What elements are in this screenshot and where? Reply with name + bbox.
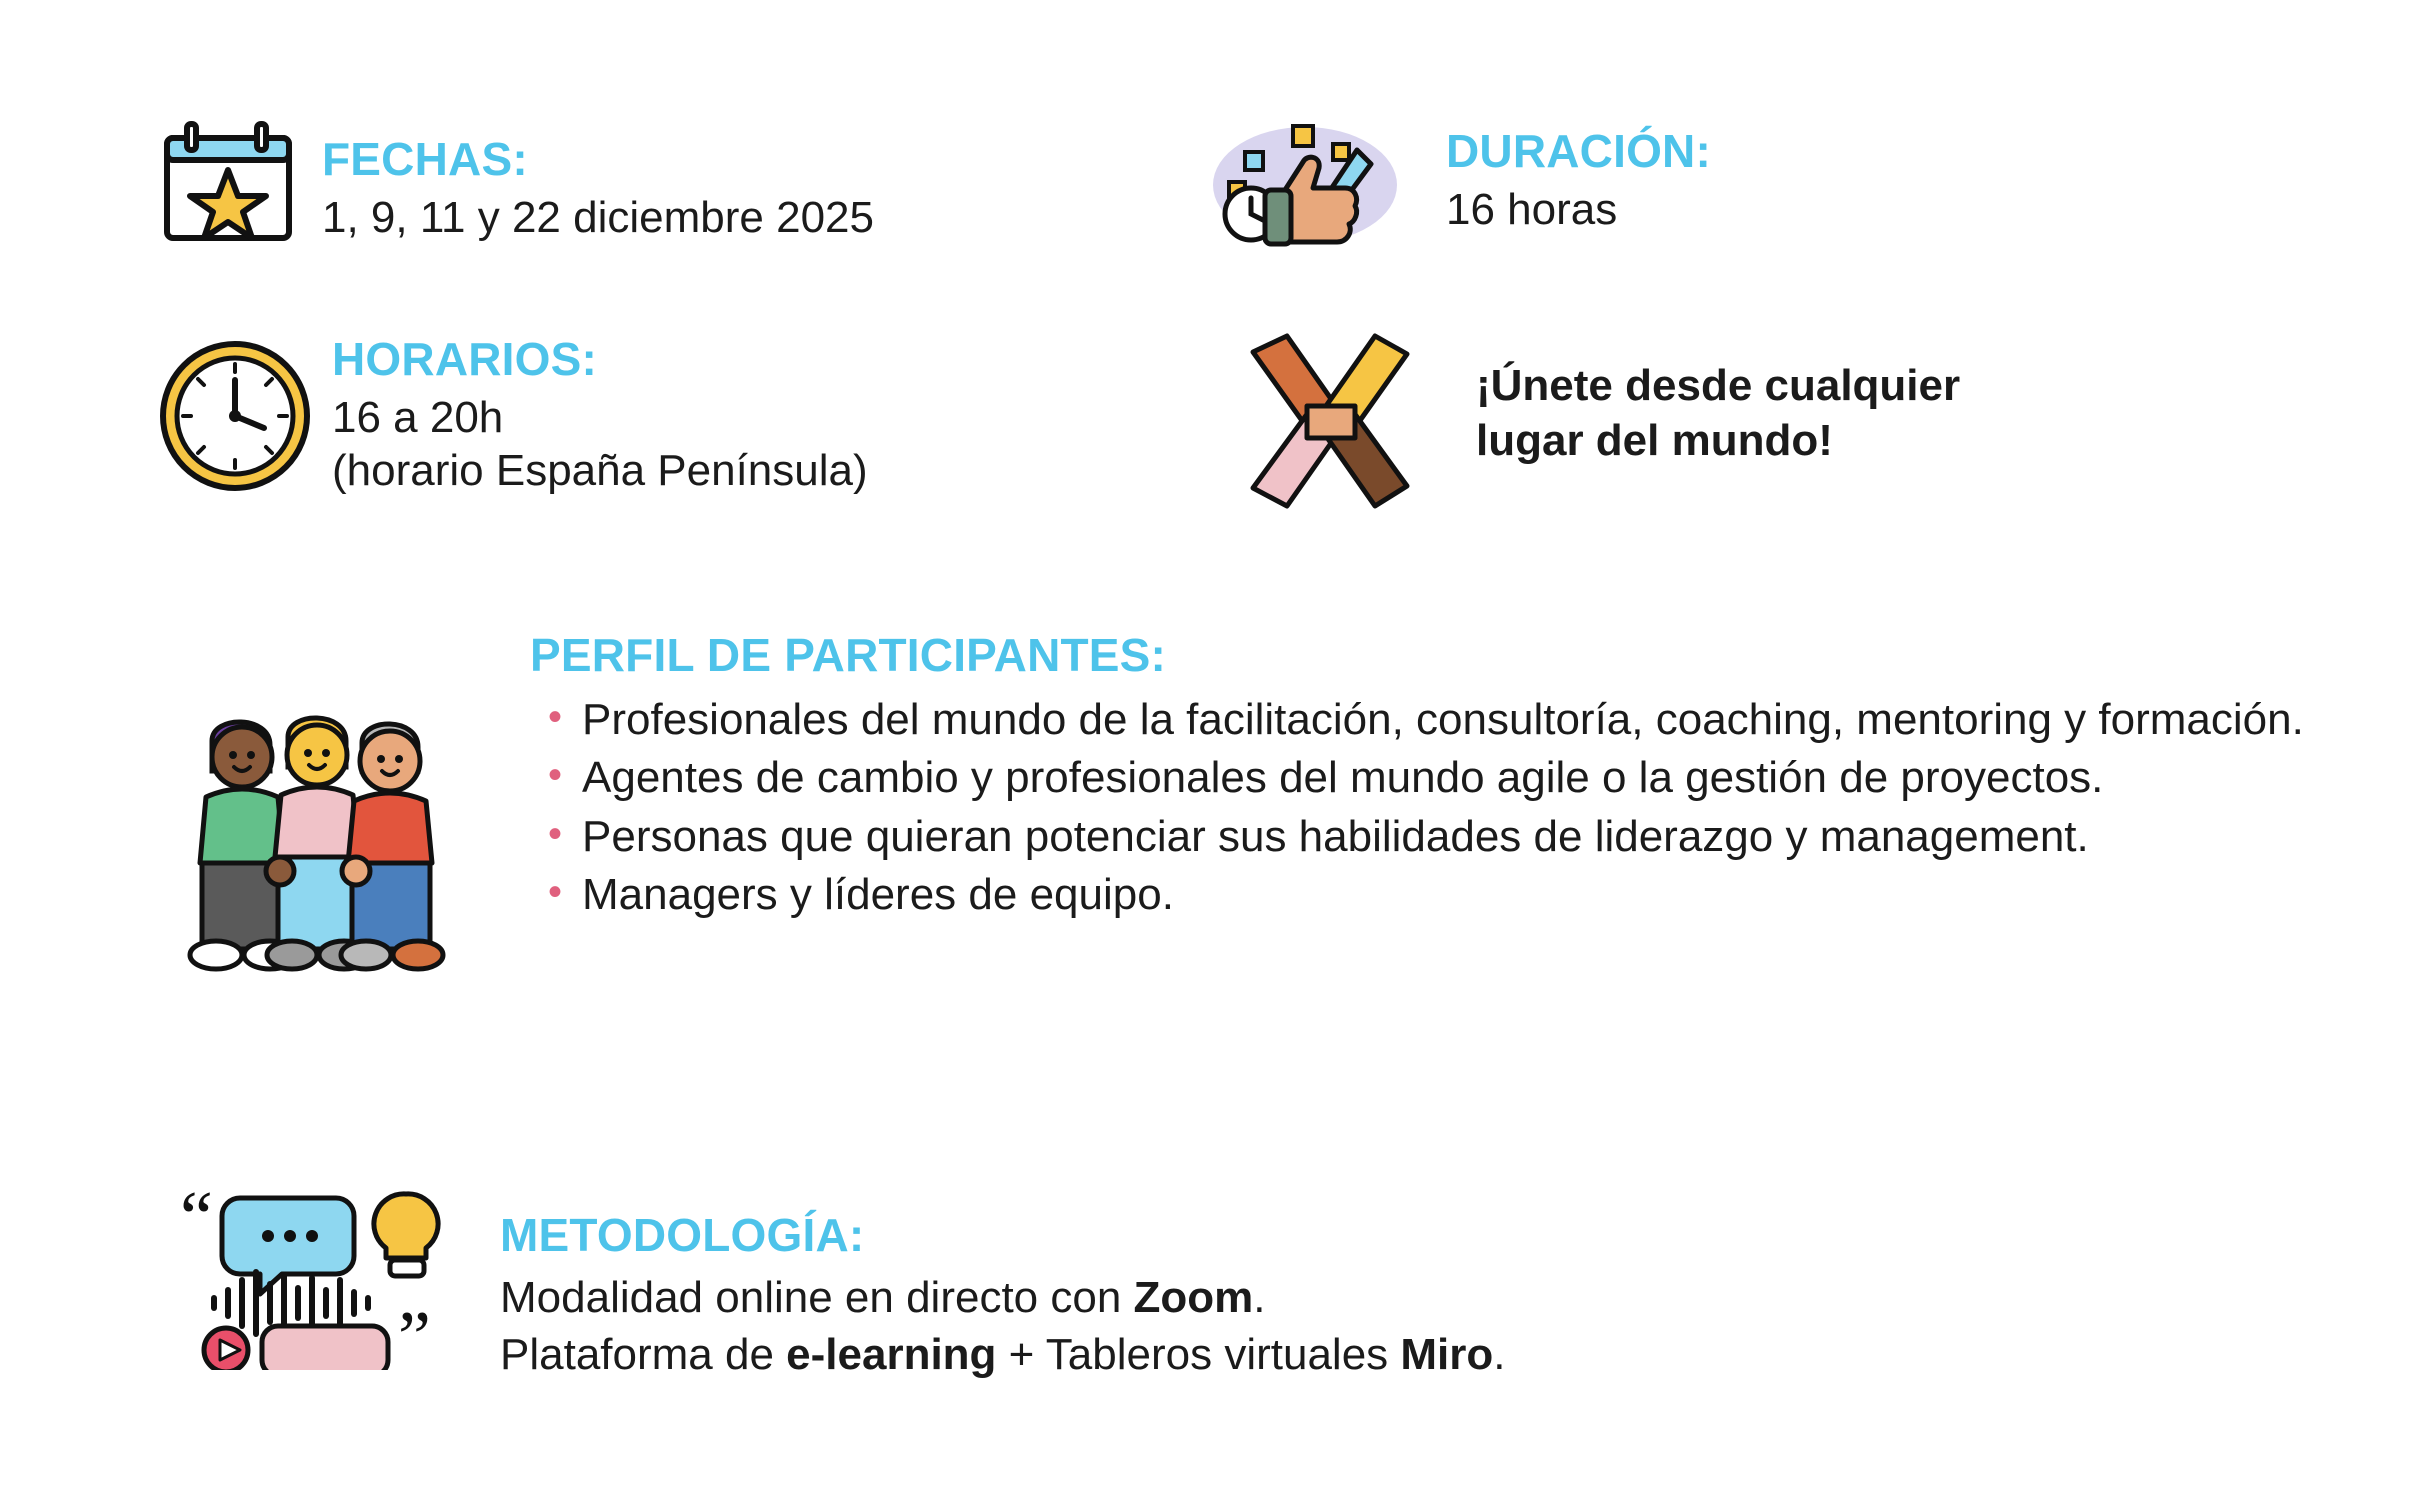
list-item: • Agentes de cambio y profesionales del mundo agile o la gestión de proyectos. <box>530 751 2410 806</box>
duracion-heading: DURACIÓN: <box>1446 125 1711 177</box>
duracion-text <box>1430 110 2280 236</box>
metodologia-block <box>150 1170 2250 1386</box>
metodologia-line1-prefix: Modalidad online en directo con <box>500 1272 1134 1322</box>
people-group-icon <box>130 630 520 930</box>
list-item: • Managers y líderes de equipo. <box>530 868 2410 923</box>
fechas-heading: FECHAS: <box>322 133 528 185</box>
handshake-cross-icon <box>1230 330 1430 510</box>
svg-text:”: ” <box>398 1297 431 1370</box>
speech-bubbles-idea-icon <box>150 1170 490 1370</box>
list-item: • Profesionales del mundo de la facilitación, consultoría, coaching, mentoring y formación. <box>530 693 2410 748</box>
unete-line2: lugar del mundo! <box>1476 416 1833 465</box>
perfil-text <box>520 630 2410 927</box>
clock-icon <box>150 320 320 510</box>
horarios-block <box>150 320 1150 510</box>
perfil-bullet-list <box>530 693 2410 923</box>
metodologia-heading: METODOLOGÍA: <box>500 1209 865 1261</box>
metodologia-text <box>490 1170 2250 1386</box>
horarios-heading: HORARIOS: <box>332 333 598 385</box>
unete-line1: ¡Únete desde cualquier <box>1476 361 1961 410</box>
metodologia-line2-prefix: Plataforma de <box>500 1330 787 1380</box>
metodologia-line2 <box>500 1328 2250 1382</box>
list-item: • Personas que quieran potenciar sus habilidades de liderazgo y management. <box>530 810 2410 865</box>
horarios-text <box>320 320 1150 498</box>
fechas-block <box>148 118 1098 258</box>
metodologia-line1-suffix: . <box>1253 1272 1266 1322</box>
perfil-block <box>130 630 2410 930</box>
duracion-block <box>1180 110 2280 260</box>
horarios-line1: 16 a 20h <box>332 392 504 442</box>
perfil-heading: PERFIL DE PARTICIPANTES: <box>530 629 1167 681</box>
metodologia-line2-bold2: Miro <box>1400 1330 1494 1380</box>
svg-text:“: “ <box>180 1180 213 1259</box>
fechas-value: 1, 9, 11 y 22 diciembre 2025 <box>322 192 874 242</box>
metodologia-line1 <box>500 1271 2250 1325</box>
metodologia-line2-middle: + Tableros virtuales <box>996 1330 1401 1380</box>
metodologia-line1-bold: Zoom <box>1133 1272 1254 1322</box>
duracion-value: 16 horas <box>1446 184 1618 234</box>
metodologia-line2-bold1: e-learning <box>786 1330 997 1380</box>
thumbs-up-clock-icon <box>1180 110 1430 260</box>
unete-block <box>1230 330 2380 510</box>
metodologia-line2-suffix: . <box>1493 1330 1506 1380</box>
unete-text <box>1430 330 2380 468</box>
fechas-text <box>308 118 1098 244</box>
horarios-line2: (horario España Península) <box>332 446 868 496</box>
calendar-star-icon <box>148 118 308 258</box>
